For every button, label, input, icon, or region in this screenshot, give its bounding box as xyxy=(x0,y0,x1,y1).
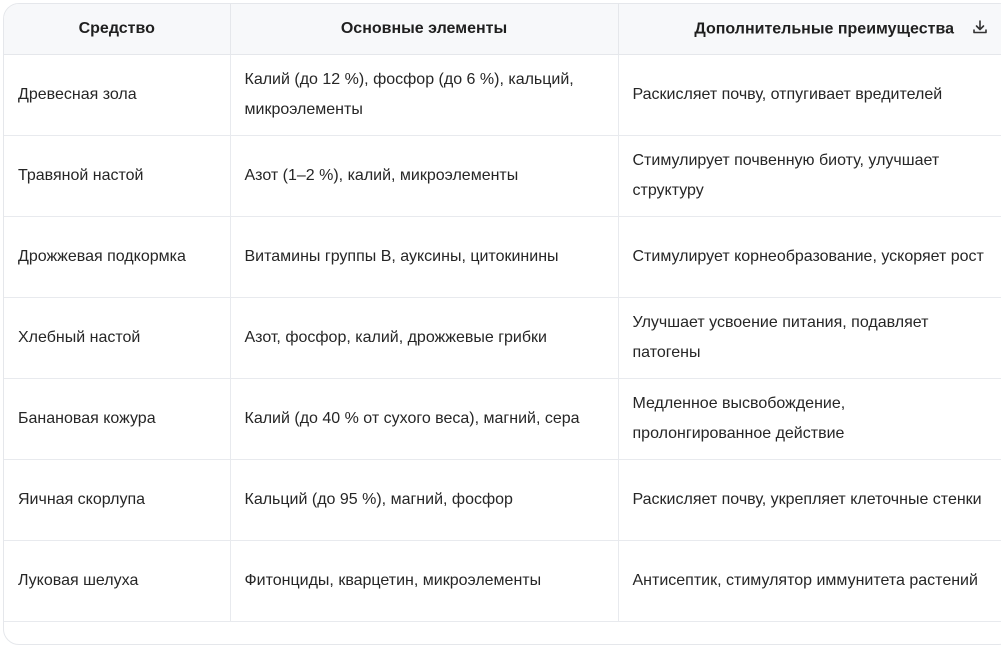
benefits-cell: Раскисляет почву, укрепляет клеточные стенки xyxy=(618,460,1001,541)
elements-cell: Азот (1–2 %), калий, микроэлементы xyxy=(230,136,618,217)
header-main-elements: Основные элементы xyxy=(230,4,618,55)
table-header-row xyxy=(4,4,1001,55)
remedy-cell: Дрожжевая подкормка xyxy=(4,217,230,298)
elements-cell: Калий (до 40 % от сухого веса), магний, сера xyxy=(230,379,618,460)
elements-cell: Азот, фосфор, калий, дрожжевые грибки xyxy=(230,298,618,379)
table-row xyxy=(4,460,1001,541)
table-row xyxy=(4,217,1001,298)
table-row xyxy=(4,298,1001,379)
table-row xyxy=(4,379,1001,460)
elements-cell: Кальций (до 95 %), магний, фосфор xyxy=(230,460,618,541)
benefits-cell: Улучшает усвоение питания, подавляет патогены xyxy=(618,298,1001,379)
download-icon[interactable] xyxy=(972,19,988,40)
benefits-cell: Стимулирует почвенную биоту, улучшает структуру xyxy=(618,136,1001,217)
elements-cell: Фитонциды, кварцетин, микроэлементы xyxy=(230,541,618,622)
table-row xyxy=(4,541,1001,622)
header-benefits-label: Дополнительные преимущества xyxy=(694,20,954,38)
remedy-cell: Яичная скорлупа xyxy=(4,460,230,541)
fertilizer-table xyxy=(4,4,1001,622)
remedy-cell: Хлебный настой xyxy=(4,298,230,379)
elements-cell: Калий (до 12 %), фосфор (до 6 %), кальций, микроэлементы xyxy=(230,55,618,136)
benefits-cell: Медленное высвобождение, пролонгированное действие xyxy=(618,379,1001,460)
remedy-cell: Луковая шелуха xyxy=(4,541,230,622)
table-row xyxy=(4,55,1001,136)
elements-cell: Витамины группы B, ауксины, цитокинины xyxy=(230,217,618,298)
remedy-cell: Травяной настой xyxy=(4,136,230,217)
benefits-cell: Стимулирует корнеобразование, ускоряет рост xyxy=(618,217,1001,298)
fertilizer-table-container xyxy=(3,3,1001,645)
remedy-cell: Древесная зола xyxy=(4,55,230,136)
header-benefits xyxy=(618,4,1001,55)
remedy-cell: Банановая кожура xyxy=(4,379,230,460)
header-remedy: Средство xyxy=(4,4,230,55)
benefits-cell: Антисептик, стимулятор иммунитета растений xyxy=(618,541,1001,622)
table-row xyxy=(4,136,1001,217)
benefits-cell: Раскисляет почву, отпугивает вредителей xyxy=(618,55,1001,136)
